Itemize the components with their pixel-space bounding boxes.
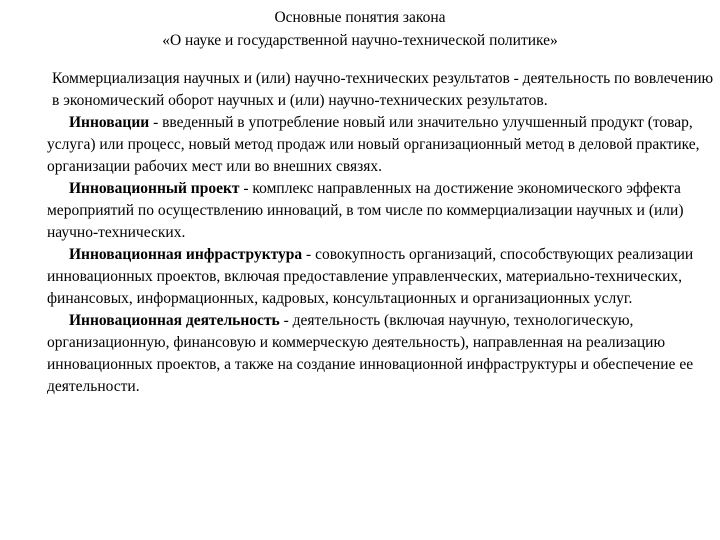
definition-innovation-project [47, 178, 719, 244]
definition-commercialization [47, 68, 719, 112]
title-line-1: Основные понятия закона [274, 9, 446, 26]
definition-term: Инновационная инфраструктура [69, 246, 303, 263]
definition-term: Инновационная деятельность [69, 312, 280, 329]
title-line-2: «О науке и государственной научно-технической политике» [162, 32, 558, 49]
definition-text: - совокупность организаций, способствующих реализации инновационных проектов, включая предоставление управленческих, материально-технических, финансовых, информационных, кадровых, консультационных и организационных услуг. [47, 246, 694, 307]
definition-term: Инновации [69, 114, 150, 131]
definition-text: - комплекс направленных на достижение экономического эффекта мероприятий по осуществлению инноваций, в том числе по коммерциализации научных и (или) научно-технических. [47, 180, 684, 241]
definition-text: - введенный в употребление новый или значительно улучшенный продукт (товар, услуга) или процесс, новый метод продаж или новый организационный метод в деловой практике, организации рабочих мест или во внешних связях. [47, 114, 700, 175]
slide-title [0, 6, 720, 52]
definition-text: - деятельность (включая научную, технологическую, организационную, финансовую и коммерческую деятельность), направленная на реализацию инновационных проектов, а также на создание инновационной инфраструктуры и обеспечение ее деятельности. [47, 312, 694, 395]
definition-innovation-activity [47, 310, 719, 398]
definitions-body [47, 68, 719, 398]
definition-term: Инновационный проект [69, 180, 240, 197]
definition-innovation-infrastructure [47, 244, 719, 310]
definition-text: Коммерциализация научных и (или) научно-технических результатов - деятельность по вовлечению в экономический оборот научных и (или) научно-технических результатов. [52, 70, 714, 109]
definition-innovations [47, 112, 719, 178]
